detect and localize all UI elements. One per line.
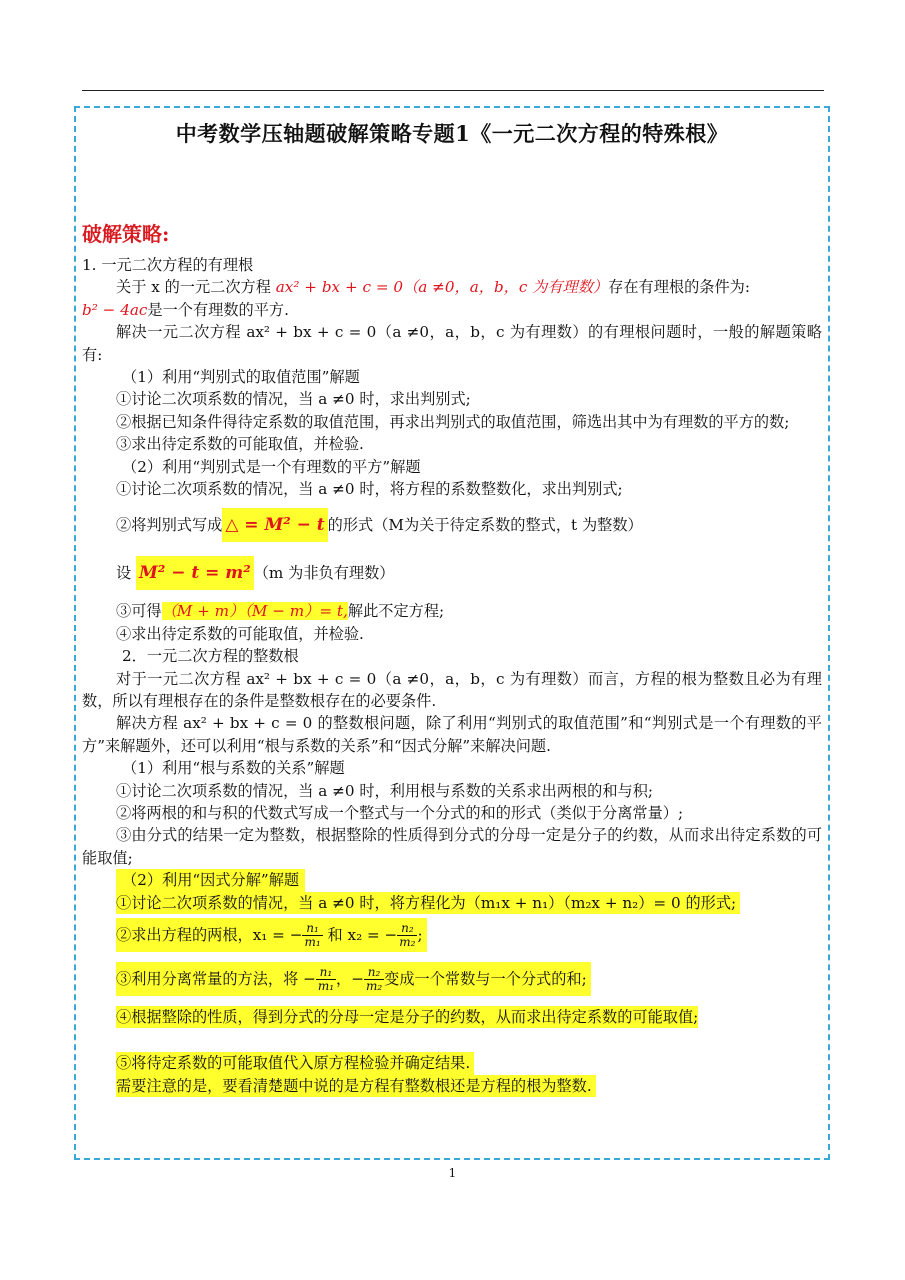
line-step-4: ①讨论二次项系数的情况，当 a ≠0 时，将方程的系数整数化，求出判别式; xyxy=(116,479,623,498)
line-method-2: （2）利用“判别式是一个有理数的平方”解题 xyxy=(122,457,421,476)
line-step-8: ①讨论二次项系数的情况，当 a ≠0 时，利用根与系数的关系求出两根的和与积; xyxy=(116,781,654,800)
section-heading: 破解策略: xyxy=(82,222,170,246)
discriminant-red: b² − 4ac xyxy=(82,300,148,319)
line-step-10: ③由分式的结果一定为整数，根据整除的性质得到分式的分母一定是分子的约数，从而求出待定系数的可能取值; xyxy=(82,826,822,867)
page-title: 中考数学压轴题破解策略专题1《一元二次方程的特殊根》 xyxy=(175,121,729,146)
line-step-7: ④求出待定系数的可能取值，并检验. xyxy=(116,624,364,643)
line-discriminant: b² − 4ac是一个有理数的平方. xyxy=(82,300,289,319)
header-rule xyxy=(82,90,824,91)
content-body xyxy=(82,254,822,1097)
line-step-14: ④根据整除的性质，得到分式的分母一定是分子的约数，从而求出待定系数的可能取值; xyxy=(82,1006,822,1028)
page-number: 1 xyxy=(448,1166,457,1180)
line-step-5: ②将判别式写成 △ = M² − t 的形式（M为关于待定系数的整式，t 为整数） xyxy=(82,508,822,542)
line-step-11: ①讨论二次项系数的情况，当 a ≠0 时，将方程化为（m₁x + n₁）（m₂x + n₂）= 0 的形式; xyxy=(82,892,822,914)
line-integer-intro: 对于一元二次方程 ax² + bx + c = 0（a ≠0，a，b，c 为有理数）而言，方程的根为整数且必为有理数，所以有理根存在的条件是整数根存在的必要条件. xyxy=(82,669,822,710)
line-step-12: ②求出方程的两根，x₁ = − $\frac{\text{n₁}}{\text{m₁}}$ 和 x₂ = − $\frac{\text{n₂}}{\text{m₂}}$ ; xyxy=(82,918,822,952)
line-method-3: （1）利用“根与系数的关系”解题 xyxy=(122,759,345,778)
fraction-n2-m2-b: $\frac{\text{n₂}}{\text{m₂}}$ xyxy=(365,965,383,994)
line-step-2: ②根据已知条件得待定系数的取值范围，再求出判别式的取值范围，筛选出其中为有理数的平方的数; xyxy=(116,412,790,431)
line-step-9: ②将两根的和与积的代数式写成一个整式与一个分式的和的形式（类似于分离常量）; xyxy=(116,803,684,822)
fraction-n1-m1-b: $\frac{\text{n₁}}{\text{m₁}}$ xyxy=(317,965,335,994)
line-step-13: ③利用分离常量的方法，将 − $\frac{\text{n₁}}{\text{m₁}}$ ，− $\frac{\text{n₂}}{\text{m₂}}$ 变成一个常数与一个分式的和; xyxy=(82,962,822,996)
line-step-1: ①讨论二次项系数的情况，当 a ≠0 时，求出判别式; xyxy=(116,390,471,409)
formula-product: （M + m）（M − m）= t, xyxy=(161,602,348,621)
fraction-n1-m1: $\frac{\text{n₁}}{\text{m₁}}$ xyxy=(304,921,321,950)
formula-delta: △ = M² − t xyxy=(222,508,327,542)
line-step-15: ⑤将待定系数的可能取值代入原方程检验并确定结果. xyxy=(82,1052,822,1074)
line-section-1: 1. 一元二次方程的有理根 xyxy=(82,256,254,274)
fraction-n2-m2: $\frac{\text{n₂}}{\text{m₂}}$ xyxy=(399,921,416,950)
formula-m-squared: M² − t = m² xyxy=(136,556,254,590)
line-rational-condition: 关于 x 的一元二次方程 ax² + bx + c = 0（a ≠0，a，b，c 为有理数）存在有理根的条件为: xyxy=(116,278,750,297)
line-section-2: 2．一元二次方程的整数根 xyxy=(122,647,299,666)
line-step-6: ③可得（M + m）（M − m）= t,解此不定方程; xyxy=(116,602,445,621)
line-note: 需要注意的是，要看清楚题中说的是方程有整数根还是方程的根为整数. xyxy=(82,1075,822,1097)
line-strategy-intro: 解决一元二次方程 ax² + bx + c = 0（a ≠0，a，b，c 为有理数）的有理根问题时，一般的解题策略有: xyxy=(82,323,822,364)
line-method-1: （1）利用“判别式的取值范围”解题 xyxy=(122,367,360,386)
line-step-3: ③求出待定系数的可能取值，并检验. xyxy=(116,435,364,454)
line-set-m: 设 M² − t = m² （m 为非负有理数） xyxy=(82,556,822,590)
equation-red: ax² + bx + c = 0（a ≠0，a，b，c 为有理数） xyxy=(275,278,609,297)
line-method-4: （2）利用“因式分解”解题 xyxy=(82,869,822,891)
line-integer-methods: 解决方程 ax² + bx + c = 0 的整数根问题，除了利用“判别式的取值范围”和“判别式是一个有理数的平方”来解题外，还可以利用“根与系数的关系”和“因式分解”来解决问题. xyxy=(82,714,822,755)
